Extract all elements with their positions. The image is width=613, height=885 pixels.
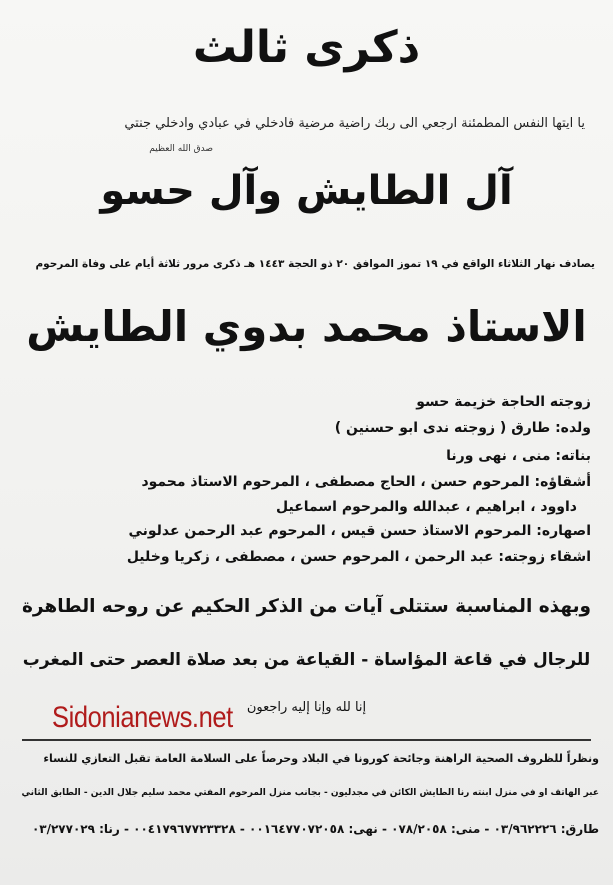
quran-note: وبهذه المناسبة ستتلى آيات من الذكر الحكيم عن روحه الطاهرة (21, 596, 592, 617)
inna-lillah: إنا لله وإنا إليه راجعون (246, 700, 367, 715)
relative-brothers-cont: داوود ، ابراهيم ، عبدالله والمرحوم اسماعيل (275, 499, 577, 515)
heading: ذكرى ثالث (192, 22, 421, 73)
relative-wife: زوجته الحاجة خزيمة حسو (416, 394, 591, 410)
families-title: آل الطايش وآل حسو (100, 168, 513, 214)
relative-daughters: بناته: منى ، نهى ورنا (446, 448, 591, 464)
relative-son: ولده: طارق ( زوجته ندى ابو حسنين ) (334, 420, 591, 436)
men-condolence-note: للرجال في قاعة المؤاساة - القياعة من بعد صلاة العصر حتى المغرب (22, 650, 591, 670)
deceased-name: الاستاذ محمد بدوي الطايش (26, 302, 587, 351)
relative-brothers: أشقاؤه: المرحوم حسن ، الحاج مصطفى ، المرحوم الاستاذ محمود (141, 474, 591, 490)
condolence-note: ونظراً للظروف الصحية الراهنة وجائحة كورونا في البلاد وحرصاً على السلامة العامة تقبل التعازي للنساء (43, 752, 599, 765)
phone-numbers: طارق: ٠٣/٩٦٢٢٢٦ - منى: ٠٧٨/٢٠٥٨ - نهى: ٠٠١٦٤٧٧٠٧٢٠٥٨ - ٠٠٤١٧٩٦٧٧٢٣٣٢٨ - رنا: ٠٣/٢٧٧٠٢٩ (31, 822, 599, 836)
address-note: عبر الهاتف او في منزل ابنته رنا الطايش الكائن في مجدليون - بجانب منزل المرحوم المفتي محمد سليم جلال الدين - الطابق الثاني (21, 788, 599, 798)
relative-wife-siblings: اشقاء زوجته: عبد الرحمن ، المرحوم حسن ، مصطفى ، زكريا وخليل (126, 549, 591, 565)
occasion-date: يصادف نهار الثلاثاء الواقع في ١٩ تموز الموافق ٢٠ ذو الحجة ١٤٤٣ هـ ذكرى مرور ثلاثة أيام على وفاة المرحوم (35, 258, 595, 270)
relative-in-laws: اصهاره: المرحوم الاستاذ حسن قيس ، المرحوم عبد الرحمن عدلوني (128, 523, 591, 539)
quran-verse: يا ايتها النفس المطمئنة ارجعي الى ربك راضية مرضية فادخلي في عبادي وادخلي جنتي (124, 116, 585, 131)
watermark: Sidonianews.net (52, 701, 233, 734)
verse-source: صدق الله العظيم (149, 144, 213, 154)
divider (22, 739, 591, 741)
